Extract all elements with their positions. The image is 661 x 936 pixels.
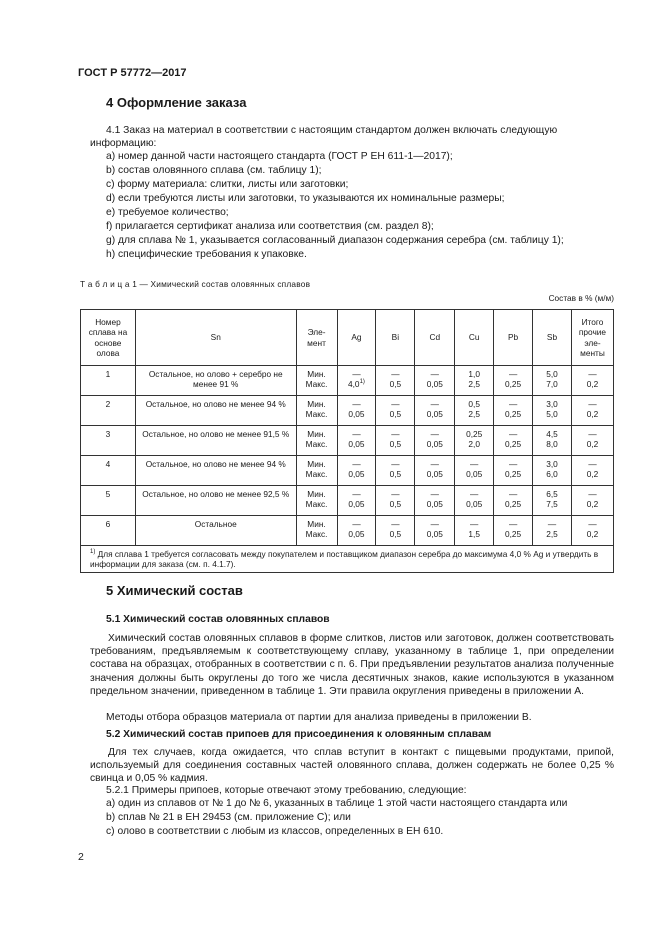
other-cell <box>571 516 613 546</box>
header-cd: Cd <box>415 310 455 366</box>
sn-content: Остальное, но олово не менее 91,5 % <box>135 426 296 456</box>
pb-cell <box>494 366 533 396</box>
composition-table <box>80 309 614 573</box>
document-code: ГОСТ Р 57772—2017 <box>78 67 187 79</box>
min-label: Мин. <box>307 489 326 499</box>
bi-min: — <box>391 429 400 439</box>
ag-max: 0,05 <box>348 439 365 450</box>
element-limits <box>296 456 337 486</box>
sn-content: Остальное, но олово не менее 94 % <box>135 456 296 486</box>
cu-min: — <box>470 489 479 499</box>
ag-max-value: 4,0 <box>348 379 360 390</box>
sb-cell <box>533 426 572 456</box>
max-label: Макс. <box>305 439 328 450</box>
cu-max: 1,5 <box>468 529 480 540</box>
pb-cell <box>494 426 533 456</box>
bi-max: 0,5 <box>389 379 402 390</box>
cd-min: — <box>430 459 439 469</box>
ag-max: 0,05 <box>348 469 365 480</box>
pb-max: 0,25 <box>505 469 522 480</box>
order-item-a: a) номер данной части настоящего стандарта (ГОСТ Р ЕН 611-1—2017); <box>106 151 453 162</box>
header-other-elements: Итого прочие эле-менты <box>571 310 613 366</box>
element-limits <box>296 516 337 546</box>
bi-cell <box>376 456 415 486</box>
bi-cell <box>376 516 415 546</box>
table-row <box>81 366 614 396</box>
ag-min: — <box>352 399 361 409</box>
section-4-intro-line2: информацию: <box>90 138 157 149</box>
ag-max: 0,05 <box>348 409 365 420</box>
other-cell <box>571 426 613 456</box>
bi-max: 0,5 <box>389 499 402 510</box>
solder-item-c: c) олово в соответствии с любым из классов, определенных в ЕН 610. <box>106 826 444 837</box>
sn-content: Остальное, но олово не менее 94 % <box>135 396 296 426</box>
order-item-f: f) прилагается сертификат анализа или соответствия (см. раздел 8); <box>106 221 434 232</box>
cd-cell <box>415 396 455 426</box>
pb-cell <box>494 486 533 516</box>
order-item-b: b) состав оловянного сплава (см. таблицу 1); <box>106 165 322 176</box>
ag-cell <box>337 516 376 546</box>
cd-min: — <box>430 429 439 439</box>
pb-cell <box>494 456 533 486</box>
ag-max: 0,05 <box>348 499 365 510</box>
cd-cell <box>415 426 455 456</box>
footnote-text: Для сплава 1 требуется согласовать между покупателем и поставщиком диапазон серебра до максимума 4,0 % Ag и утвердить в информации для заказа (см. п. 4.1.7). <box>90 549 599 570</box>
sb-min: 3,0 <box>546 459 558 469</box>
other-max: 0,2 <box>586 499 599 510</box>
sb-min: 5,0 <box>546 369 558 379</box>
cd-max: 0,05 <box>426 469 443 480</box>
pb-max: 0,25 <box>505 439 522 450</box>
bi-min: — <box>391 519 400 529</box>
bi-min: — <box>391 369 400 379</box>
ag-cell <box>337 396 376 426</box>
cu-min: — <box>470 519 479 529</box>
other-cell <box>571 396 613 426</box>
cd-cell <box>415 516 455 546</box>
max-label: Макс. <box>305 409 328 420</box>
other-max: 0,2 <box>586 439 599 450</box>
ag-min: — <box>352 429 361 439</box>
alloy-number: 3 <box>81 426 136 456</box>
sb-cell <box>533 396 572 426</box>
other-min: — <box>588 429 597 439</box>
sn-content: Остальное, но олово не менее 92,5 % <box>135 486 296 516</box>
bi-max: 0,5 <box>389 469 402 480</box>
pb-min: — <box>508 519 518 529</box>
header-sb: Sb <box>533 310 572 366</box>
min-label: Мин. <box>307 459 326 469</box>
cd-cell <box>415 366 455 396</box>
cu-min: 1,0 <box>468 369 480 379</box>
order-item-e: e) требуемое количество; <box>106 207 229 218</box>
cd-cell <box>415 456 455 486</box>
sb-cell <box>533 456 572 486</box>
alloy-number: 4 <box>81 456 136 486</box>
order-item-d: d) если требуются листы или заготовки, то указываются их номинальные размеры; <box>106 193 505 204</box>
ag-min: — <box>352 459 361 469</box>
cu-max: 2,0 <box>468 439 480 450</box>
other-max: 0,2 <box>586 409 599 420</box>
element-limits <box>296 396 337 426</box>
min-label: Мин. <box>307 519 326 529</box>
page-number: 2 <box>78 851 84 863</box>
other-min: — <box>588 369 597 379</box>
ag-min: — <box>352 519 361 529</box>
alloy-number: 2 <box>81 396 136 426</box>
cu-min: 0,25 <box>466 429 483 439</box>
min-label: Мин. <box>307 429 326 439</box>
pb-min: — <box>508 429 518 439</box>
sb-max: 8,0 <box>546 439 558 450</box>
order-item-c: c) форму материала: слитки, листы или заготовки; <box>106 179 349 190</box>
other-cell <box>571 366 613 396</box>
table-header-row <box>81 310 614 366</box>
other-min: — <box>588 399 597 409</box>
header-bi: Bi <box>376 310 415 366</box>
table-footnote-row <box>81 546 614 573</box>
cu-cell <box>455 366 494 396</box>
section-5-2-paragraph: Для тех случаев, когда ожидается, что сплав вступит в контакт с пищевыми продуктами, припой, используемый для соединения составных частей оловянного сплава, должен содержать не более 0,25 % свинца и 0,05 % кадмия. <box>90 747 614 785</box>
table-row <box>81 426 614 456</box>
ag-min: — <box>352 489 361 499</box>
pb-min: — <box>508 399 518 409</box>
cu-min: — <box>470 459 479 469</box>
pb-max: 0,25 <box>505 529 522 540</box>
sb-min: 6,5 <box>546 489 558 499</box>
footnote-mark: 1) <box>90 549 96 556</box>
ag-cell <box>337 486 376 516</box>
bi-max: 0,5 <box>389 439 402 450</box>
cd-min: — <box>430 489 439 499</box>
cu-cell <box>455 456 494 486</box>
ag-max <box>338 379 376 389</box>
table-row <box>81 396 614 426</box>
cd-min: — <box>430 369 439 379</box>
solder-item-a: a) один из сплавов от № 1 до № 6, указанных в таблице 1 этой части настоящего стандарта или <box>106 798 568 809</box>
min-label: Мин. <box>307 399 326 409</box>
header-sn: Sn <box>135 310 296 366</box>
table-row <box>81 486 614 516</box>
cd-min: — <box>430 519 439 529</box>
cu-max: 2,5 <box>468 409 480 420</box>
cu-cell <box>455 486 494 516</box>
cd-max: 0,05 <box>426 499 443 510</box>
bi-max: 0,5 <box>389 409 402 420</box>
max-label: Макс. <box>305 529 328 540</box>
cd-max: 0,05 <box>426 379 443 390</box>
max-label: Макс. <box>305 379 328 390</box>
sb-max: 7,0 <box>546 379 558 390</box>
other-min: — <box>588 489 597 499</box>
order-item-h: h) специфические требования к упаковке. <box>106 249 307 260</box>
bi-cell <box>376 366 415 396</box>
max-label: Макс. <box>305 499 328 510</box>
pb-min: — <box>508 489 518 499</box>
section-5-1-sampling: Методы отбора образцов материала от партии для анализа приведены в приложении В. <box>106 712 532 723</box>
header-alloy-number: Номер сплава на основе олова <box>81 310 136 366</box>
header-cu: Cu <box>455 310 494 366</box>
sb-cell <box>533 366 572 396</box>
section-4-intro-line1: 4.1 Заказ на материал в соответствии с настоящим стандартом должен включать следующую <box>106 125 558 136</box>
sb-max: 7,5 <box>546 499 558 510</box>
header-element: Эле-мент <box>296 310 337 366</box>
sb-max: 6,0 <box>546 469 558 480</box>
sb-min: — <box>547 519 557 529</box>
pb-min: — <box>508 369 518 379</box>
cu-max: 0,05 <box>466 499 483 510</box>
element-limits <box>296 426 337 456</box>
solder-item-b: b) сплав № 21 в ЕН 29453 (см. приложение С); или <box>106 812 351 823</box>
section-5-1-title: 5.1 Химический состав оловянных сплавов <box>106 614 330 625</box>
section-4-title: 4 Оформление заказа <box>106 95 247 110</box>
footnote-marker: 1) <box>359 379 365 386</box>
section-5-title: 5 Химический состав <box>106 583 243 598</box>
bi-min: — <box>391 399 400 409</box>
other-max: 0,2 <box>586 529 599 540</box>
ag-cell <box>337 366 376 396</box>
ag-min: — <box>352 369 361 379</box>
header-pb: Pb <box>494 310 533 366</box>
order-item-g: g) для сплава № 1, указывается согласованный диапазон содержания серебра (см. таблицу 1); <box>106 235 564 246</box>
max-label: Макс. <box>305 469 328 480</box>
bi-min: — <box>391 489 400 499</box>
sb-max: 2,5 <box>546 529 558 540</box>
other-min: — <box>588 459 597 469</box>
cd-cell <box>415 486 455 516</box>
cd-max: 0,05 <box>426 529 443 540</box>
sb-cell <box>533 516 572 546</box>
other-max: 0,2 <box>586 379 599 390</box>
bi-cell <box>376 396 415 426</box>
sb-max: 5,0 <box>546 409 558 420</box>
section-5-1-paragraph: Химический состав оловянных сплавов в форме слитков, листов или заготовок, должен соответствовать требованиям, предъявляемым к соответствующему сплаву, указанному в таблице 1, при определении состава на образцах, отобранных в соответствии с п. 6. При предъявлении результатов анализа полученные значения должны быть округлены до того же числа десятичных знаков, какие используются в указанном предельном значении, приведенном в таблице 1. Эти правила округления приведены в приложении А. <box>90 633 614 697</box>
pb-max: 0,25 <box>505 499 522 510</box>
min-label: Мин. <box>307 369 326 379</box>
pb-cell <box>494 396 533 426</box>
cu-min: 0,5 <box>468 399 480 409</box>
section-5-2-1: 5.2.1 Примеры припоев, которые отвечают этому требованию, следующие: <box>106 785 467 796</box>
bi-min: — <box>391 459 400 469</box>
alloy-number: 5 <box>81 486 136 516</box>
pb-min: — <box>508 459 518 469</box>
ag-cell <box>337 456 376 486</box>
ag-cell <box>337 426 376 456</box>
table-units: Состав в % (м/м) <box>548 293 614 303</box>
pb-max: 0,25 <box>505 379 522 390</box>
alloy-number: 6 <box>81 516 136 546</box>
bi-cell <box>376 426 415 456</box>
header-ag: Ag <box>337 310 376 366</box>
sb-cell <box>533 486 572 516</box>
cd-min: — <box>430 399 439 409</box>
cu-max: 0,05 <box>466 469 483 480</box>
sn-content: Остальное <box>135 516 296 546</box>
cu-max: 2,5 <box>468 379 480 390</box>
table-row <box>81 456 614 486</box>
sb-min: 3,0 <box>546 399 558 409</box>
pb-max: 0,25 <box>505 409 522 420</box>
other-min: — <box>588 519 597 529</box>
sb-min: 4,5 <box>546 429 558 439</box>
other-cell <box>571 456 613 486</box>
table-footnote <box>81 546 614 573</box>
pb-cell <box>494 516 533 546</box>
element-limits <box>296 486 337 516</box>
cu-cell <box>455 426 494 456</box>
cu-cell <box>455 396 494 426</box>
sn-content: Остальное, но олово + серебро не менее 91 % <box>135 366 296 396</box>
alloy-number: 1 <box>81 366 136 396</box>
cd-max: 0,05 <box>426 409 443 420</box>
table-caption: Т а б л и ц а 1 — Химический состав оловянных сплавов <box>80 279 311 289</box>
element-limits <box>296 366 337 396</box>
other-max: 0,2 <box>586 469 599 480</box>
cu-cell <box>455 516 494 546</box>
bi-max: 0,5 <box>389 529 402 540</box>
section-5-2-title: 5.2 Химический состав припоев для присоединения к оловянным сплавам <box>106 729 492 740</box>
cd-max: 0,05 <box>426 439 443 450</box>
table-row <box>81 516 614 546</box>
ag-max: 0,05 <box>348 529 365 540</box>
other-cell <box>571 486 613 516</box>
bi-cell <box>376 486 415 516</box>
